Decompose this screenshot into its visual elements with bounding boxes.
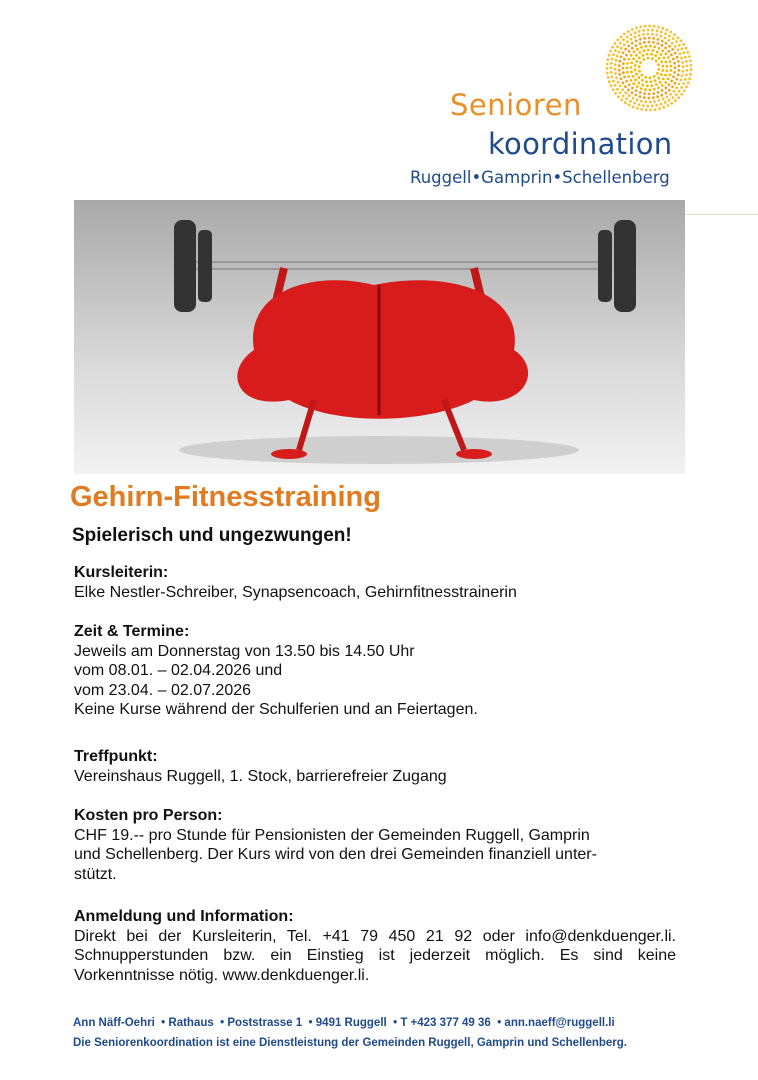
section-treffpunkt bbox=[74, 747, 676, 786]
page-title: Gehirn-Fitnesstraining bbox=[70, 481, 381, 513]
section-kursleiterin bbox=[74, 563, 676, 602]
sun-icon bbox=[603, 22, 695, 114]
section-line: vom 08.01. – 02.04.2026 und bbox=[74, 662, 283, 679]
section-kosten bbox=[74, 806, 676, 884]
section-line: und Schellenberg. Der Kurs wird von den drei Gemeinden finanziell unter- bbox=[74, 846, 597, 863]
footer-note: Die Seniorenkoordination ist eine Dienstleistung der Gemeinden Ruggell, Gamprin und Schellenberg. bbox=[73, 1037, 628, 1049]
section-line: CHF 19.-- pro Stunde für Pensionisten der Gemeinden Ruggell, Gamprin bbox=[74, 826, 590, 844]
logo-line-2: koordination bbox=[488, 127, 673, 161]
section-anmeldung bbox=[74, 907, 676, 985]
subtitle: Spielerisch und ungezwungen! bbox=[72, 525, 352, 546]
section-heading: Anmeldung und Information: bbox=[74, 908, 294, 925]
section-zeit-termine bbox=[74, 622, 676, 720]
section-line: Elke Nestler-Schreiber, Synapsencoach, Gehirnfitnesstrainerin bbox=[74, 583, 517, 601]
section-line: Vereinshaus Ruggell, 1. Stock, barrierefreier Zugang bbox=[74, 767, 447, 785]
section-line: Jeweils am Donnerstag von 13.50 bis 14.50 Uhr bbox=[74, 642, 415, 660]
divider bbox=[685, 214, 758, 215]
section-heading: Zeit & Termine: bbox=[74, 623, 190, 640]
text: Direkt bei der Kursleiterin, Tel. +41 79 450 21 92 oder bbox=[74, 927, 526, 945]
logo-line-1: Senioren bbox=[450, 88, 582, 122]
logo-line-3: Ruggell•Gamprin•Schellenberg bbox=[410, 168, 670, 187]
text: . Schnupperstunden bzw. ein Einstieg ist jederzeit möglich. Es sind keine Vorkenntnisse nötig. www.denkduenger.li. bbox=[74, 927, 676, 984]
section-line: stützt. bbox=[74, 865, 117, 883]
seniorenkoordination-logo bbox=[400, 20, 700, 195]
footer-contact: Ann Näff-Oehri • Rathaus • Poststrasse 1 • 9491 Ruggell • T +423 377 49 36 • ann.naeff@ruggell.li bbox=[73, 1017, 615, 1029]
email-link[interactable]: info@denkduenger.li bbox=[525, 927, 672, 945]
section-text bbox=[74, 927, 676, 986]
brain-weightlifting-image bbox=[74, 200, 685, 474]
section-line: vom 23.04. – 02.07.2026 bbox=[74, 681, 252, 699]
section-line: Keine Kurse während der Schulferien und an Feiertagen. bbox=[74, 701, 478, 718]
section-heading: Kosten pro Person: bbox=[74, 807, 223, 824]
section-heading: Kursleiterin: bbox=[74, 564, 169, 581]
section-heading: Treffpunkt: bbox=[74, 748, 158, 765]
